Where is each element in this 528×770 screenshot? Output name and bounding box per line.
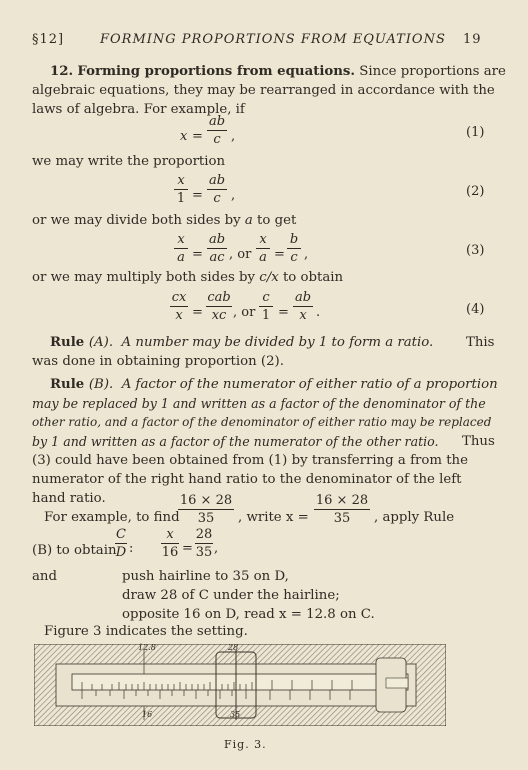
rule-b-thus: Thus [462, 434, 495, 449]
eq3-d3: a [259, 250, 267, 265]
text-divide [32, 211, 296, 231]
eq2-d2: c [213, 191, 221, 206]
section-heading: Forming proportions from equations. [77, 64, 356, 79]
eq2-d1: 1 [176, 191, 186, 206]
obtain-colon: : [129, 541, 134, 556]
eq4-n3: c [262, 290, 270, 305]
eq3-equals-1: = [192, 247, 203, 262]
obtain-vd: 35 [195, 545, 213, 560]
rule-b-line-4 [32, 432, 439, 453]
rule-b-l4a: by 1 and written as a factor of the numerator of the other ratio. [32, 434, 439, 449]
step-1: push hairline to 35 on D, [122, 569, 289, 584]
rule-b-line-2: may be replaced by 1 and written as a factor of the denominator of the [32, 396, 486, 411]
fig-label-bottom-2: 35 [230, 710, 241, 719]
text-divide-var: a [244, 213, 253, 228]
eq2-fraction-left [174, 173, 188, 206]
rule-b-line-6: numerator of the right hand ratio to the denominator of the left [32, 472, 462, 487]
eq4-label: (4) [466, 302, 485, 317]
eq2-n1: x [177, 173, 185, 188]
rule-a-label: Rule [50, 335, 89, 350]
eq4-equals-2: = [278, 305, 289, 320]
obtain-xd: 16 [161, 545, 179, 560]
page-number: 19 [463, 32, 482, 47]
intro-line-2: algebraic equations, they may be rearranged in accordance with the [32, 83, 495, 98]
eq3-f1 [174, 232, 188, 265]
rule-a-line-2: was done in obtaining proportion (2). [32, 354, 284, 369]
eq4-f3 [259, 290, 273, 323]
text-multiply [32, 268, 343, 288]
rule-a-letter: (A). [88, 335, 114, 350]
fig-label-top-1: 12.8 [138, 643, 156, 652]
obtain-cn: C [116, 527, 126, 542]
section-number: 12. [50, 64, 74, 79]
eq4-period: . [316, 305, 321, 320]
eq4-f1 [170, 290, 188, 323]
example-pre: For example, to find [44, 510, 180, 525]
example-fraction-2 [314, 493, 370, 526]
eq3-f3 [256, 232, 270, 265]
example-mid: , write x = [238, 510, 309, 525]
eq1-equals: = [192, 129, 203, 144]
figure-caption: Fig. 3. [224, 738, 267, 751]
rule-b-line-3: other ratio, and a factor of the denominator of either ratio may be replaced [32, 415, 492, 429]
eq2-fraction-right [207, 173, 227, 206]
obtain-vn: 28 [195, 527, 213, 542]
obtain-equals: = [182, 541, 193, 556]
text-divide-pre: or we may divide both sides by [32, 213, 245, 228]
eq4-d4: x [299, 308, 307, 323]
example-post: , apply Rule [374, 510, 455, 525]
obtain-x-fraction [161, 527, 179, 560]
rule-a-this: This [466, 335, 495, 350]
eq3-n3: x [259, 232, 267, 247]
eq3-or: , or [229, 247, 252, 262]
eq4-d3: 1 [261, 308, 271, 323]
obtain-cd: D [115, 545, 127, 560]
eq1-lhs: x [180, 129, 188, 144]
rule-a-italic: A number may be divided by 1 to form a ratio. [121, 335, 434, 350]
step-2: draw 28 of C under the hairline; [122, 588, 340, 603]
fig-label-top-2: 28 [228, 643, 239, 652]
example-fraction-1 [178, 493, 234, 526]
section-marker: §12] [32, 32, 65, 47]
eq2-comma: , [231, 188, 236, 203]
rule-b-letter: (B). [88, 377, 114, 392]
eq3-d4: c [290, 250, 298, 265]
obtain-xn: x [166, 527, 174, 542]
eq3-n4: b [289, 232, 299, 247]
eq3-f4 [287, 232, 301, 265]
eq1-fraction [207, 114, 227, 147]
obtain-v-fraction [195, 527, 213, 560]
text-multiply-var: c/x [259, 270, 279, 285]
step-3: opposite 16 on D, read x = 12.8 on C. [122, 607, 375, 622]
running-title: FORMING PROPORTIONS FROM EQUATIONS [100, 32, 446, 47]
fig-label-bottom-1: 16 [142, 710, 153, 719]
rule-a-line-1 [50, 333, 433, 353]
example-den2: 35 [333, 511, 351, 526]
text-multiply-pre: or we may multiply both sides by [32, 270, 260, 285]
eq3-d2: ac [209, 250, 225, 265]
eq4-n4: ab [294, 290, 312, 305]
intro-text: Since proportions are [359, 64, 506, 79]
example-num: 16 × 28 [179, 493, 233, 508]
obtain-pre: (B) to obtain [32, 543, 117, 558]
rule-b-line-7: hand ratio. [32, 491, 106, 506]
eq3-n2: ab [208, 232, 226, 247]
rule-b-label: Rule [50, 377, 89, 392]
eq3-n1: x [177, 232, 185, 247]
rule-b-line-1 [50, 375, 498, 395]
text-divide-post: to get [252, 213, 297, 228]
figure-reference: Figure 3 indicates the setting. [44, 624, 248, 639]
eq1-den: c [213, 132, 221, 147]
example-den: 35 [197, 511, 215, 526]
example-num2: 16 × 28 [315, 493, 369, 508]
eq3-f2 [207, 232, 227, 265]
eq3-d1: a [177, 250, 185, 265]
eq1-comma: , [231, 129, 236, 144]
eq4-equals-1: = [192, 305, 203, 320]
eq2-n2: ab [208, 173, 226, 188]
eq1-num: ab [208, 114, 226, 129]
text-proportion: we may write the proportion [32, 154, 226, 169]
eq3-equals-2: = [274, 247, 285, 262]
eq2-equals: = [192, 188, 203, 203]
rule-b-line-5: (3) could have been obtained from (1) by transferring a from the [32, 453, 468, 468]
eq3-comma: , [304, 247, 309, 262]
steps-and: and [32, 569, 58, 584]
eq3-label: (3) [466, 243, 485, 258]
eq1-label: (1) [466, 125, 485, 140]
eq4-d1: x [175, 308, 183, 323]
intro-line-3: laws of algebra. For example, if [32, 102, 245, 117]
text-multiply-post: to obtain [278, 270, 344, 285]
eq4-n2: cab [207, 290, 231, 305]
eq2-label: (2) [466, 184, 485, 199]
eq4-f2 [206, 290, 232, 323]
eq4-n1: cx [171, 290, 187, 305]
eq4-d2: xc [211, 308, 227, 323]
eq4-f4 [293, 290, 313, 323]
intro-line-1 [50, 62, 506, 82]
obtain-cd-fraction [115, 527, 127, 560]
eq4-or: , or [233, 305, 256, 320]
rule-b-l1: A factor of the numerator of either ratio of a proportion [121, 377, 498, 392]
obtain-comma: , [214, 541, 219, 556]
